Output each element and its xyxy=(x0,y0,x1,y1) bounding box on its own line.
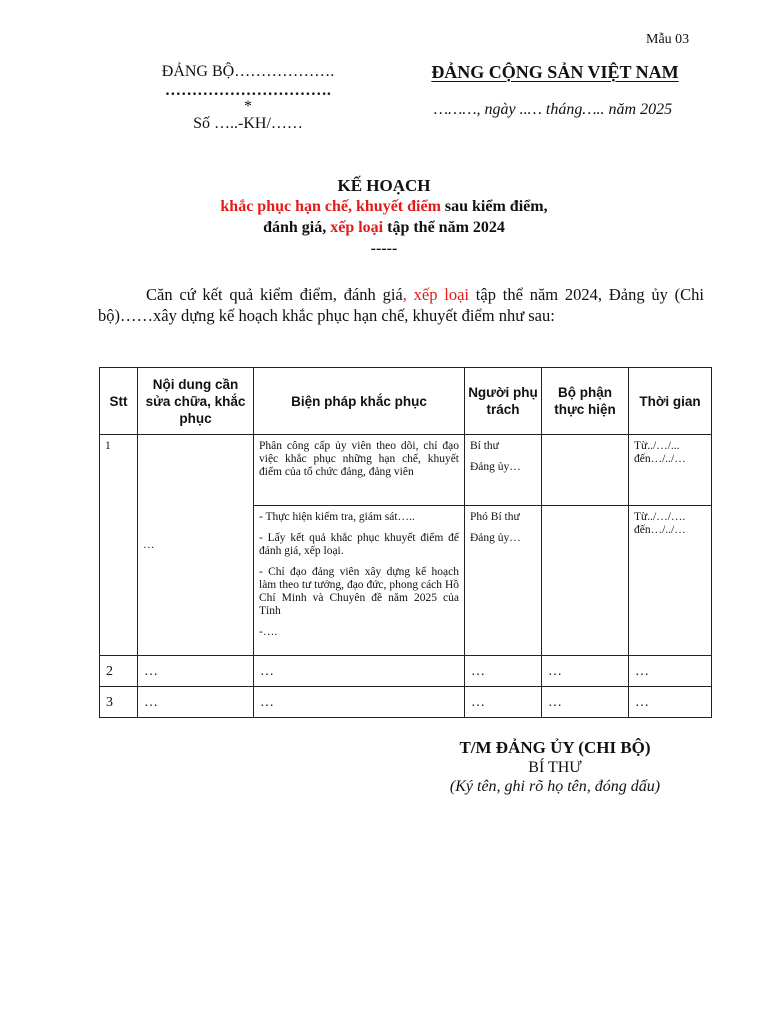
table-row xyxy=(100,435,712,506)
subtitle-highlight-1: khắc phục hạn chế, khuyết điểm xyxy=(220,198,441,215)
measure-item: -…. xyxy=(259,626,278,638)
row2-time: … xyxy=(629,656,712,687)
measure-item: - Thực hiện kiểm tra, giám sát….. xyxy=(259,511,415,523)
header-content: Nội dung cần sửa chữa, khắc phục xyxy=(138,368,254,435)
header-measures: Biện pháp khắc phục xyxy=(254,368,465,435)
row3-time: … xyxy=(629,687,712,718)
row2-content: … xyxy=(138,656,254,687)
plan-table xyxy=(99,367,712,718)
header-department: Bộ phận thực hiện xyxy=(542,368,629,435)
row1-person-b xyxy=(465,506,542,656)
row3-content: … xyxy=(138,687,254,718)
intro-text-1: Căn cứ kết quả kiểm điểm, đánh giá xyxy=(146,285,403,304)
row3-department: … xyxy=(542,687,629,718)
row2-person: … xyxy=(465,656,542,687)
title-block xyxy=(0,176,768,259)
form-number: Mẫu 03 xyxy=(646,32,690,47)
measure-item: - Lấy kết quả khắc phục khuyết điểm để đánh giá, xếp loại. xyxy=(259,532,459,557)
subtitle-text-2b: tập thể năm 2024 xyxy=(383,219,505,236)
row2-stt: 2 xyxy=(100,656,138,687)
table-header-row xyxy=(100,368,712,435)
date-line: ………, ngày ..… tháng….. năm 2025 xyxy=(433,101,673,118)
signature-title: BÍ THƯ xyxy=(528,759,582,776)
header-stt: Stt xyxy=(100,368,138,435)
row2-measures: … xyxy=(254,656,465,687)
row3-measures: … xyxy=(254,687,465,718)
issuing-organization-block xyxy=(120,62,376,133)
title-separator: ----- xyxy=(370,240,398,257)
row1-measure-a: Phân công cấp ủy viên theo dõi, chỉ đạo việc khắc phục những hạn chế, khuyết điểm của tổ chức đảng, đảng viên xyxy=(254,435,465,506)
party-name: ĐẢNG CỘNG SẢN VIỆT NAM xyxy=(431,62,679,82)
row1-content: … xyxy=(138,435,254,656)
intro-highlight: , xếp loại xyxy=(402,285,470,304)
document-title: KẾ HOẠCH xyxy=(337,176,431,195)
party-header-block xyxy=(400,62,710,120)
document-subtitle xyxy=(0,196,768,259)
person-role: Phó Bí thư xyxy=(470,511,520,523)
row1-department-a xyxy=(542,435,629,506)
intro-paragraph xyxy=(98,284,704,326)
table-row xyxy=(100,656,712,687)
header-time: Thời gian xyxy=(629,368,712,435)
organization-subline: …………………………. xyxy=(164,82,332,99)
document-number: Số …..-KH/…… xyxy=(193,115,303,132)
row1-time-b: Từ../…/…. đến…/../… xyxy=(629,506,712,656)
row2-department: … xyxy=(542,656,629,687)
row1-person-a xyxy=(465,435,542,506)
signature-note: (Ký tên, ghi rõ họ tên, đóng dấu) xyxy=(449,778,661,795)
subtitle-text-2a: đánh giá, xyxy=(263,219,331,236)
row1-stt: 1 xyxy=(100,435,138,656)
person-unit: Đảng ủy… xyxy=(470,461,521,473)
subtitle-text-1: sau kiểm điểm, xyxy=(440,198,548,215)
row3-stt: 3 xyxy=(100,687,138,718)
header-person: Người phụ trách xyxy=(465,368,542,435)
table-row xyxy=(100,687,712,718)
row1-time-a: Từ../…/... đến…/../… xyxy=(629,435,712,506)
star-mark: * xyxy=(244,98,252,115)
row3-person: … xyxy=(465,687,542,718)
signature-organization: T/M ĐẢNG ỦY (CHI BỘ) xyxy=(459,738,651,757)
row1-department-b xyxy=(542,506,629,656)
signature-block xyxy=(400,738,710,797)
intro-text-2: tập thể năm 2024, Đảng ủy (Chi bộ)……xây dựng kế hoạch khắc phục hạn chế, khuyết điểm như sau: xyxy=(98,285,704,325)
person-role: Bí thư xyxy=(470,440,499,452)
subtitle-highlight-2: xếp loại xyxy=(330,219,384,236)
person-unit: Đảng ủy… xyxy=(470,532,521,544)
row1-measure-b xyxy=(254,506,465,656)
organization-name: ĐẢNG BỘ………………. xyxy=(161,63,335,80)
measure-item: - Chỉ đạo đảng viên xây dựng kế hoạch làm theo tư tưởng, đạo đức, phong cách Hồ Chí Minh và Chuyên đề năm 2025 của Tỉnh xyxy=(259,566,459,617)
